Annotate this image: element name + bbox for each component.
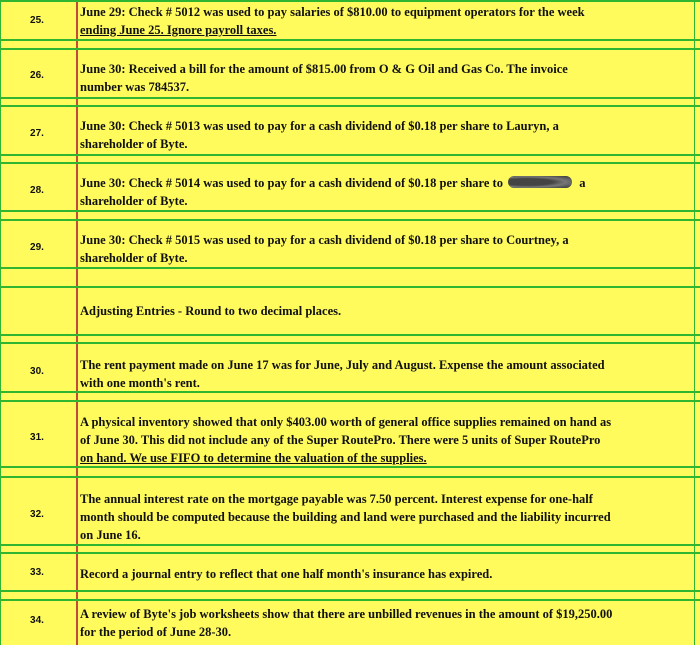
- entry-line: The annual interest rate on the mortgage payable was 7.50 percent. Interest expense for one-half: [80, 492, 593, 506]
- entry-line: for the period of June 28-30.: [80, 625, 232, 639]
- rule-line: [0, 162, 700, 164]
- row-number-31: 31.: [30, 432, 44, 443]
- rule-line: [0, 400, 700, 402]
- row-entry-34: [80, 605, 692, 641]
- entry-line: shareholder of Byte.: [80, 137, 188, 151]
- rule-line: [0, 590, 700, 592]
- row-number-26: 26.: [30, 70, 44, 81]
- rule-line: [0, 334, 700, 336]
- adjusting-entries-heading: Adjusting Entries - Round to two decimal places.: [80, 304, 342, 318]
- entry-line: A review of Byte's job worksheets show that there are unbilled revenues in the amount of $19,250.00: [80, 607, 613, 621]
- rule-line: [0, 39, 700, 41]
- rule-line: [0, 105, 700, 107]
- rule-line: [0, 599, 700, 601]
- entry-line: June 30: Received a bill for the amount of $815.00 from O & G Oil and Gas Co. The invoice: [80, 62, 568, 76]
- entry-line: number was 784537.: [80, 80, 190, 94]
- rule-line: [0, 267, 700, 269]
- row-entry-32: [80, 490, 692, 544]
- rule-line: [0, 219, 700, 221]
- row-entry-28: [80, 174, 692, 210]
- row-number-28: 28.: [30, 185, 44, 196]
- entry-line: A physical inventory showed that only $403.00 worth of general office supplies remained on hand as: [80, 415, 612, 429]
- entry-line: June 29: Check # 5012 was used to pay salaries of $810.00 to equipment operators for the week: [80, 5, 585, 19]
- row-number-30: 30.: [30, 366, 44, 377]
- entry-line: The rent payment made on June 17 was for June, July and August. Expense the amount associated: [80, 358, 605, 372]
- rule-line: [0, 476, 700, 478]
- row-entry-27: [80, 117, 692, 153]
- entry-line: shareholder of Byte.: [80, 194, 188, 208]
- rule-line: [0, 544, 700, 546]
- rule-line: [0, 154, 700, 156]
- row-number-27: 27.: [30, 128, 44, 139]
- row-entry-31: [80, 413, 692, 467]
- rule-line: [0, 286, 700, 288]
- row-number-32: 32.: [30, 509, 44, 520]
- entry-line: June 30: Check # 5013 was used to pay for a cash dividend of $0.18 per share to Lauryn, a: [80, 119, 559, 133]
- row-number-29: 29.: [30, 242, 44, 253]
- entry-line-tail: a: [579, 176, 586, 190]
- entry-line-text: June 30: Check # 5014 was used to pay for a cash dividend of $0.18 per share to: [80, 176, 503, 190]
- rule-line: [0, 48, 700, 50]
- entry-line: month should be computed because the building and land were purchased and the liability incurred: [80, 510, 611, 524]
- entry-line: on June 16.: [80, 528, 141, 542]
- rule-line: [0, 0, 700, 2]
- entry-line: with one month's rent.: [80, 376, 200, 390]
- entry-line: of June 30. This did not include any of the Super RoutePro. There were 5 units of Super RoutePro: [80, 433, 601, 447]
- entry-line: on hand. We use FIFO to determine the valuation of the supplies.: [80, 451, 427, 465]
- row-number-33: 33.: [30, 567, 44, 578]
- entry-line: shareholder of Byte.: [80, 251, 188, 265]
- entry-line: Record a journal entry to reflect that one half month's insurance has expired.: [80, 567, 493, 581]
- row-entry-25: [80, 3, 692, 39]
- entry-line: June 30: Check # 5015 was used to pay for a cash dividend of $0.18 per share to Courtney, a: [80, 233, 569, 247]
- redaction-mark: [508, 176, 572, 188]
- rule-line: [0, 342, 700, 344]
- entry-line: [80, 174, 692, 192]
- row-number-25: 25.: [30, 15, 44, 26]
- entry-line: ending June 25. Ignore payroll taxes.: [80, 23, 277, 37]
- row-entry-29: [80, 231, 692, 267]
- rule-line: [0, 210, 700, 212]
- row-entry-33: [80, 565, 692, 583]
- row-entry-30: [80, 356, 692, 392]
- row-number-34: 34.: [30, 615, 44, 626]
- rule-line: [0, 97, 700, 99]
- row-entry-26: [80, 60, 692, 96]
- rule-line: [0, 552, 700, 554]
